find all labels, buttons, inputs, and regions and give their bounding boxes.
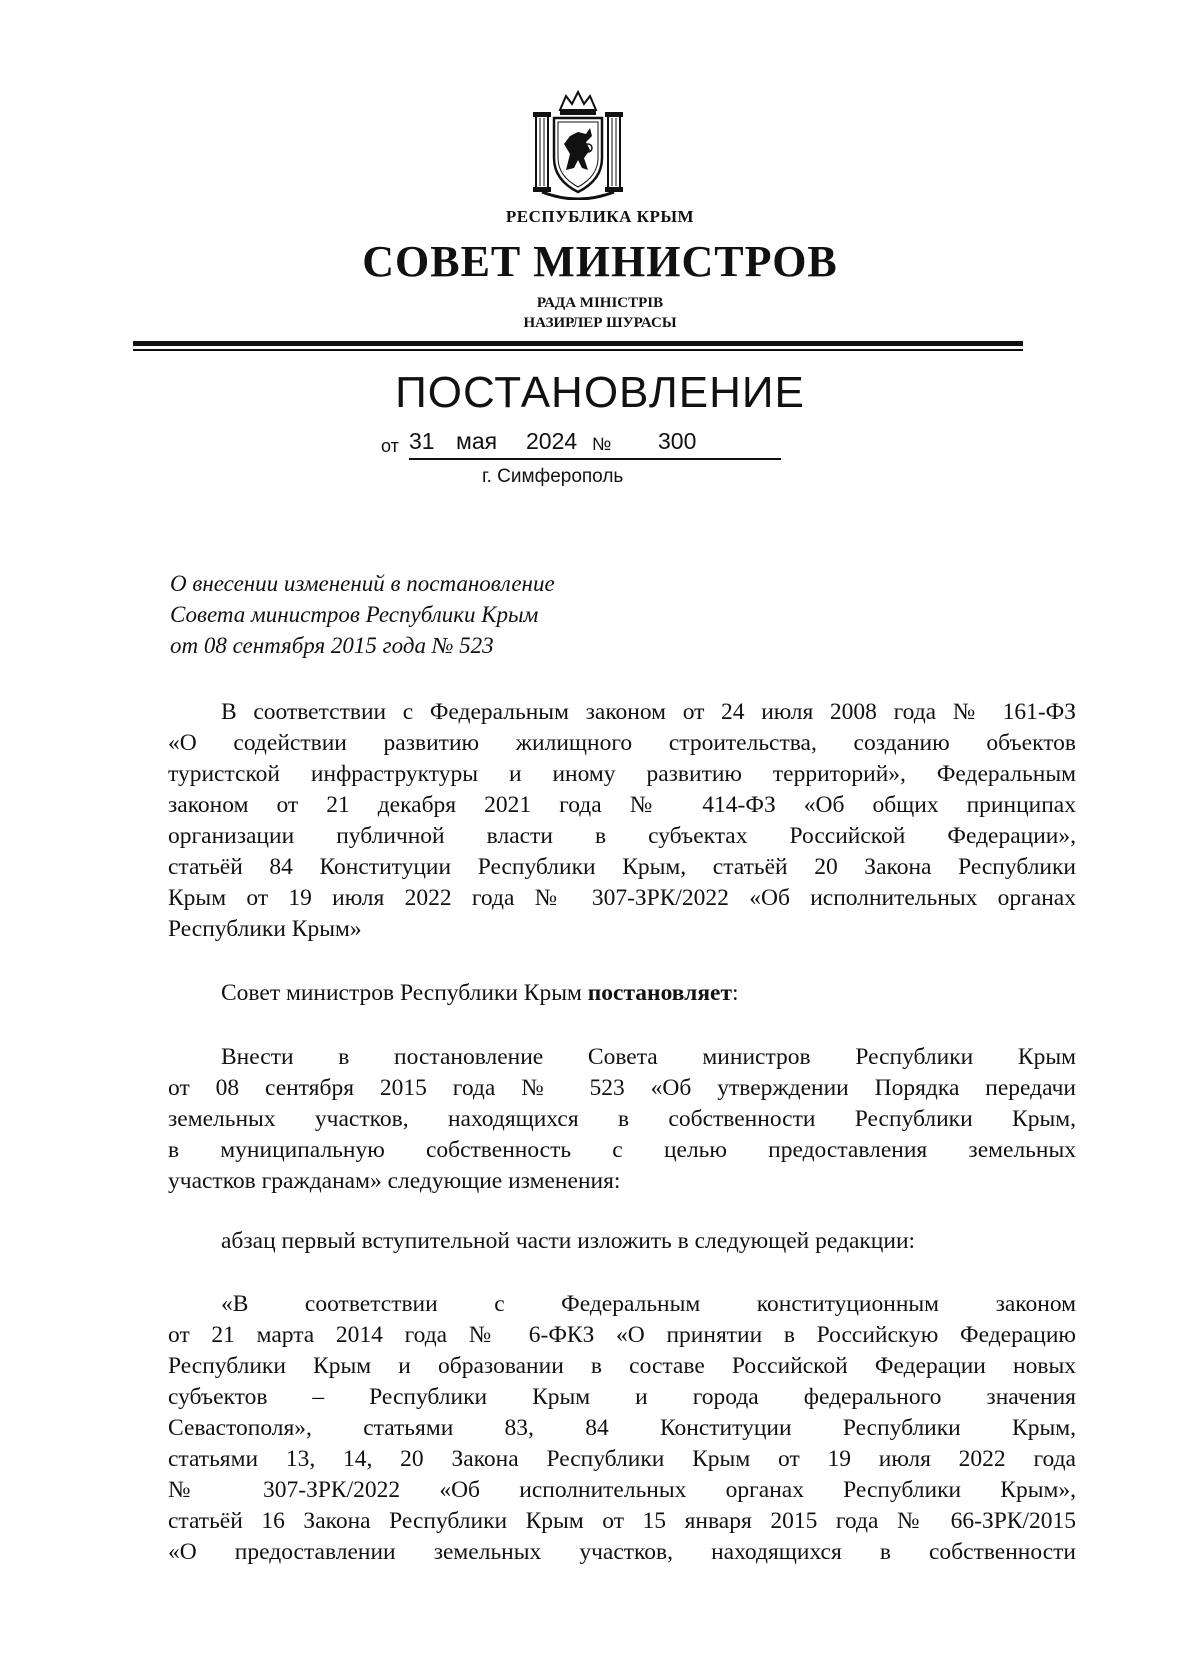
republic-name: РЕСПУБЛИКА КРЫМ [505,207,695,226]
amendment-paragraph [168,1042,1076,1197]
text-line: земельных участков, находящихся в собственности Республики Крым, [168,1106,1076,1132]
document-type-title: ПОСТАНОВЛЕНИЕ [395,368,805,417]
text-line: статьёй 16 Закона Республики Крым от 15 января 2015 года № 66-ЗРК/2015 [168,1508,1076,1534]
resolves-keyword: постановляет [587,980,733,1006]
instruction-paragraph [168,1226,1076,1257]
header-divider-thick [133,341,1023,346]
text-line: В соответствии с Федеральным законом от 24 июля 2008 года № 161-ФЗ [221,699,1076,725]
text-line: статьёй 84 Конституции Республики Крым, статьёй 20 Закона Республики [168,854,1076,880]
text-line: «О содействии развитию жилищного строительства, созданию объектов [168,730,1076,756]
resolves-text: Совет министров Республики Крым [221,980,588,1006]
text-line [168,978,1076,1009]
text-line: в муниципальную собственность с целью предоставления земельных [168,1137,1076,1163]
date-day: 31 [409,428,435,454]
text-line: № 307-ЗРК/2022 «Об исполнительных органах Республики Крым», [168,1477,1076,1503]
text-line: от 21 марта 2014 года № 6-ФКЗ «О принятии в Российскую Федерацию [168,1322,1076,1348]
document-subject [170,568,555,661]
text-line: Крым от 19 июля 2022 года № 307-ЗРК/2022 «Об исполнительных органах [168,885,1076,911]
date-underline [409,458,781,460]
document-number: 300 [658,428,697,454]
text-line: участков гражданам» следующие изменения: [168,1168,621,1194]
resolves-paragraph [168,978,1076,1009]
number-sign: № [592,434,612,454]
quoted-paragraph [168,1289,1076,1568]
subject-line: от 08 сентября 2015 года № 523 [170,633,494,658]
text-line: Республики Крым и образовании в составе Российской Федерации новых [168,1353,1076,1379]
header-divider-thin [133,349,1023,351]
text-line: от 08 сентября 2015 года № 523 «Об утверждении Порядка передачи [168,1075,1076,1101]
resolves-colon: : [732,980,739,1006]
text-line: «В соответствии с Федеральным конституционным законом [221,1291,1076,1317]
date-year: 2024 [526,428,578,454]
subject-line: О внесении изменений в постановление [170,571,555,596]
text-line: организации публичной власти в субъектах Российской Федерации», [168,823,1076,849]
text-line: статьями 13, 14, 20 Закона Республики Крым от 19 июля 2022 года [168,1446,1076,1472]
crimea-coat-of-arms-icon [528,88,628,200]
text-line: туристской инфраструктуры и иному развитию территорий», Федеральным [168,761,1076,787]
document-date-number [381,428,781,462]
date-month: мая [456,428,498,454]
text-line: Внести в постановление Совета министров Республики Крым [221,1044,1076,1070]
council-name-crimean-tatar: НАЗИРЛЕР ШУРАСЫ [523,315,677,331]
city-name: г. Симферополь [482,466,624,487]
text-line: субъектов – Республики Крым и города федерального значения [168,1384,1076,1410]
text-line: абзац первый вступительной части изложить в следующей редакции: [221,1228,916,1254]
text-line: «О предоставлении земельных участков, находящихся в собственности [168,1539,1076,1565]
council-name-ukrainian: РАДА МІНІСТРІВ [536,295,664,311]
text-line: законом от 21 декабря 2021 года № 414-ФЗ «Об общих принципах [168,792,1076,818]
date-prefix: от [381,436,399,456]
text-line: Республики Крым» [168,916,362,942]
preamble-paragraph [168,697,1076,945]
text-line: Севастополя», статьями 83, 84 Конституции Республики Крым, [168,1415,1076,1441]
council-name: СОВЕТ МИНИСТРОВ [362,237,838,286]
subject-line: Совета министров Республики Крым [170,602,539,627]
